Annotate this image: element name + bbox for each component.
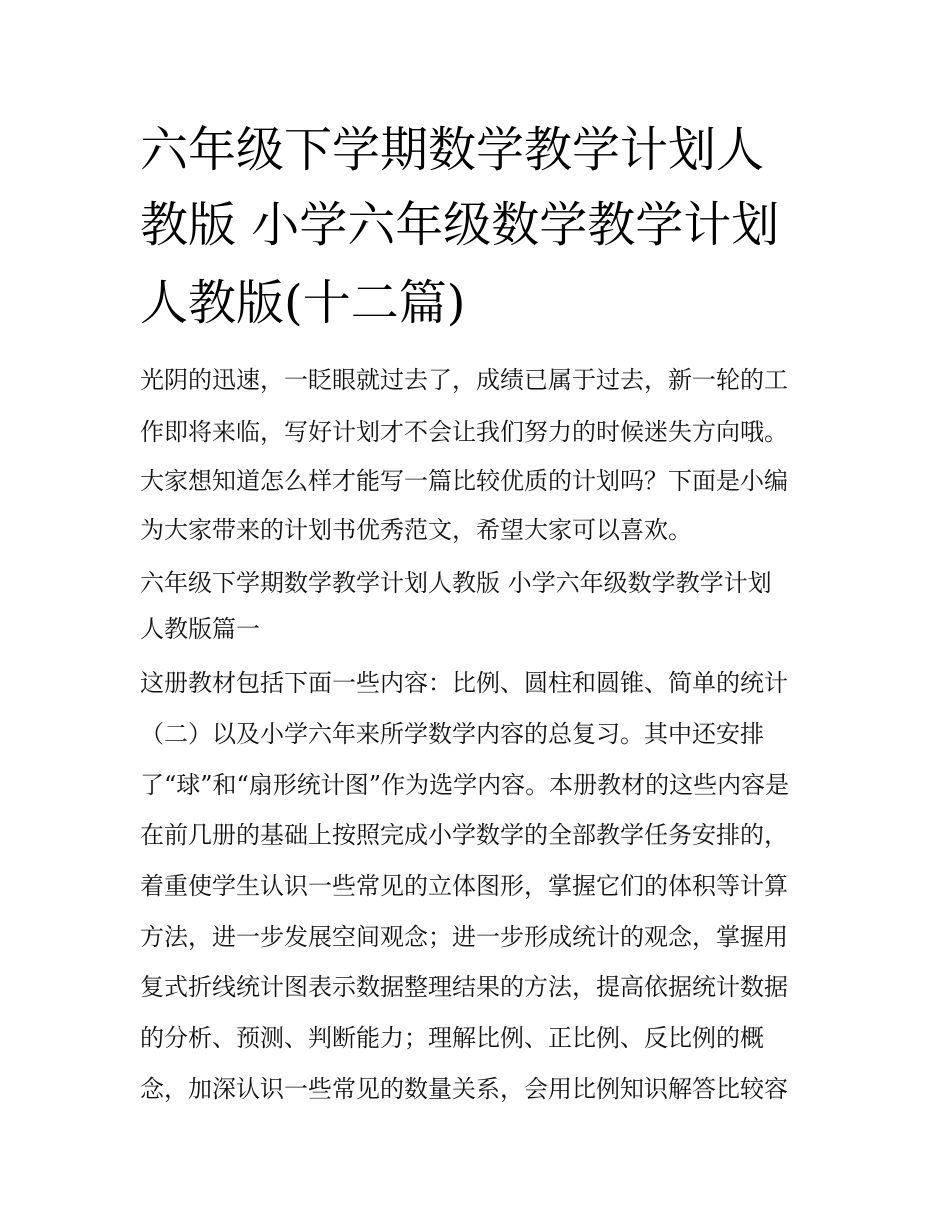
section-body-line-9: 念，加深认识一些常见的数量关系，会用比例知识解答比较容 <box>140 1075 788 1103</box>
section-body-line-6: 方法，进一步发展空间观念；进一步形成统计的观念，掌握用 <box>140 923 788 951</box>
section-body-line-2: （二）以及小学六年来所学数学内容的总复习。其中还安排 <box>140 720 764 748</box>
title-line-1: 六年级下学期数学教学计划人 <box>140 122 765 178</box>
intro-line-2: 作即将来临，写好计划才不会让我们努力的时候迷失方向哦。 <box>140 418 788 446</box>
intro-line-4: 为大家带来的计划书优秀范文，希望大家可以喜欢。 <box>140 516 692 544</box>
section-body-line-7: 复式折线统计图表示数据整理结果的方法，提高依据统计数据 <box>140 973 788 1001</box>
section-body-line-5: 着重使学生认识一些常见的立体图形，掌握它们的体积等计算 <box>140 872 788 900</box>
section-body-line-3: 了“球”和“扇形统计图”作为选学内容。本册教材的这些内容是 <box>140 771 790 799</box>
section-heading-line-2: 人教版篇一 <box>140 615 260 643</box>
title-line-2: 教版 小学六年级数学教学计划 <box>140 197 780 253</box>
section-body-line-1: 这册教材包括下面一些内容：比例、圆柱和圆锥、简单的统计 <box>140 669 788 697</box>
section-body-line-4: 在前几册的基础上按照完成小学数学的全部教学任务安排的， <box>140 821 788 849</box>
intro-line-1: 光阴的迅速，一眨眼就过去了，成绩已属于过去，新一轮的工 <box>140 366 788 394</box>
intro-line-3: 大家想知道怎么样才能写一篇比较优质的计划吗？下面是小编 <box>140 467 788 495</box>
section-heading-line-1: 六年级下学期数学教学计划人教版 小学六年级数学教学计划 <box>140 569 772 597</box>
section-body-line-8: 的分析、预测、判断能力；理解比例、正比例、反比例的概 <box>140 1024 764 1052</box>
title-line-3: 人教版(十二篇) <box>140 275 466 331</box>
